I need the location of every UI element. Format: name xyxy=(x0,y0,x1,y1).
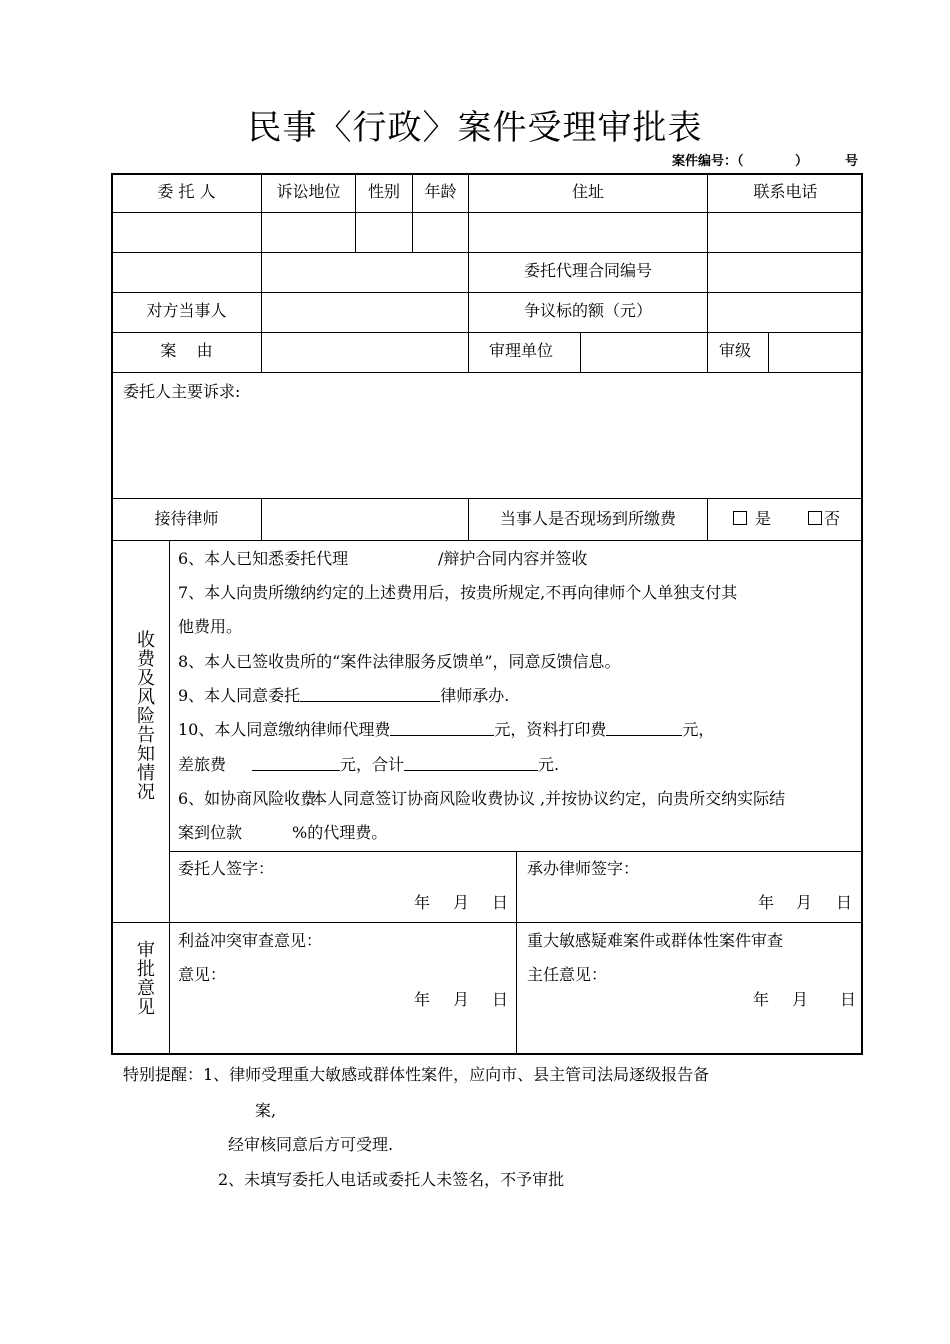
row-divider xyxy=(112,212,863,213)
print-fee-blank[interactable] xyxy=(606,721,682,736)
lawyer-name-blank[interactable] xyxy=(300,687,440,702)
row-divider xyxy=(112,498,863,499)
row-divider xyxy=(112,540,863,541)
date-day: 日 xyxy=(836,893,853,912)
travel-fee-label: 差旅费 xyxy=(178,755,227,774)
notice-line-6a: 6、本人已知悉委托代理 xyxy=(178,549,349,568)
no-option[interactable] xyxy=(808,506,840,529)
director-opinion-label: 主任意见： xyxy=(527,965,608,984)
col-divider xyxy=(707,498,708,540)
review-opinion-label: 意见： xyxy=(178,965,227,984)
reminder-line-1c: 经审核同意后方可受理. xyxy=(228,1135,394,1154)
notice-line-7b: 他费用。 xyxy=(178,617,243,636)
col-divider xyxy=(707,332,708,372)
header-address: 住址 xyxy=(571,182,604,201)
fee-risk-section-label: 收费及风险告知情况 xyxy=(134,630,155,801)
lawyer-signature-label: 承办律师签字： xyxy=(527,859,640,878)
client-signature-label: 委托人签字： xyxy=(178,859,275,878)
notice-line-8: 8、本人已签收贵所的“案件法律服务反馈单”，同意反馈信息。 xyxy=(178,652,621,671)
row-divider xyxy=(112,252,863,253)
notice-line-9-tail: 律师承办. xyxy=(440,686,510,705)
travel-fee-blank[interactable] xyxy=(252,756,340,771)
header-client: 委 托 人 xyxy=(157,182,216,201)
main-claims-label: 委托人主要诉求: xyxy=(123,382,241,401)
col-divider xyxy=(261,174,262,372)
no-label: 否 xyxy=(824,509,841,528)
notice-line-10-print: 元，资料打印费 xyxy=(494,720,607,739)
notice-line-9-lead: 9、本人同意委托 xyxy=(178,686,301,705)
yes-option[interactable] xyxy=(733,506,771,529)
total-unit: 元. xyxy=(538,755,560,774)
yes-label: 是 xyxy=(755,509,772,528)
notice-line-6a-contract: /辩护合同内容并签收 xyxy=(438,549,588,568)
notice-line-9 xyxy=(178,683,509,706)
onsite-payment-question: 当事人是否现场到所缴费 xyxy=(499,509,676,528)
total-label: 元，合计 xyxy=(340,755,405,774)
notice-line-6b-c: ,并按协议约定，向贵所交纳实际结 xyxy=(540,789,786,808)
opposing-party-label: 对方当事人 xyxy=(146,301,227,320)
header-gender: 性别 xyxy=(367,182,400,201)
major-case-review-label: 重大敏感疑难案件或群体性案件审查 xyxy=(527,931,784,950)
notice-line-6b-d: 案到位款 xyxy=(178,823,243,842)
case-number-close: ） xyxy=(795,154,809,169)
date-year: 年 xyxy=(414,893,431,912)
yes-checkbox[interactable] xyxy=(733,511,747,525)
header-litigation-position: 诉讼地位 xyxy=(276,182,341,201)
notice-line-6b-a: 6、如协商风险收费 xyxy=(178,789,317,808)
reminder-line-1b: 案, xyxy=(255,1101,277,1120)
reminder-line-1: 特别提醒：1、律师受理重大敏感或群体性案件，应向市、县主管司法局逐级报告备 xyxy=(123,1065,710,1084)
row-divider xyxy=(112,292,863,293)
date-year: 年 xyxy=(414,990,431,1009)
col-divider xyxy=(768,332,769,372)
col-divider xyxy=(261,498,262,540)
total-fee-blank[interactable] xyxy=(404,756,538,771)
date-month: 月 xyxy=(453,893,470,912)
date-day: 日 xyxy=(492,990,509,1009)
header-age: 年龄 xyxy=(424,182,457,201)
contract-number-label: 委托代理合同编号 xyxy=(523,261,652,280)
case-number-label: 案件编号：（ xyxy=(672,154,744,169)
header-phone: 联系电话 xyxy=(753,182,818,201)
date-month: 月 xyxy=(453,990,470,1009)
date-month: 月 xyxy=(792,990,809,1009)
approval-section-label: 审批意见 xyxy=(134,940,155,1016)
date-day: 日 xyxy=(492,893,509,912)
row-divider xyxy=(112,332,863,333)
date-month: 月 xyxy=(796,893,813,912)
col-divider xyxy=(169,540,170,1054)
row-divider xyxy=(112,372,863,373)
reminder-line-2: 2、未填写委托人电话或委托人未签名，不予审批 xyxy=(218,1170,565,1189)
col-divider xyxy=(516,851,517,1054)
date-year: 年 xyxy=(753,990,770,1009)
trial-level-label: 审级 xyxy=(719,341,752,360)
row-divider xyxy=(112,922,863,923)
page-title: 民事〈行政〉案件受理审批表 xyxy=(247,108,703,148)
notice-line-10-unit: 元， xyxy=(682,720,715,739)
date-year: 年 xyxy=(758,893,775,912)
notice-line-6b-e: %的代理费。 xyxy=(292,823,388,842)
case-cause-label: 案 由 xyxy=(160,341,213,360)
no-checkbox[interactable] xyxy=(808,511,822,525)
conflict-review-label: 利益冲突审查意见： xyxy=(178,931,323,950)
col-divider xyxy=(580,332,581,372)
notice-line-10b xyxy=(178,752,559,775)
notice-line-7: 7、本人向贵所缴纳约定的上述费用后，按贵所规定,不再向律师个人单独支付其 xyxy=(178,583,738,602)
reception-lawyer-label: 接待律师 xyxy=(154,509,219,528)
notice-line-6b-b: ,本人同意签订协商风险收费协议 xyxy=(306,789,536,808)
case-number-suffix: 号 xyxy=(845,154,859,169)
dispute-amount-label: 争议标的额（元） xyxy=(523,301,652,320)
agency-fee-blank[interactable] xyxy=(390,721,494,736)
trial-unit-label: 审理单位 xyxy=(489,341,554,360)
notice-line-10-lead: 10、本人同意缴纳律师代理费 xyxy=(178,720,391,739)
date-day: 日 xyxy=(840,990,857,1009)
notice-line-10 xyxy=(178,717,714,740)
